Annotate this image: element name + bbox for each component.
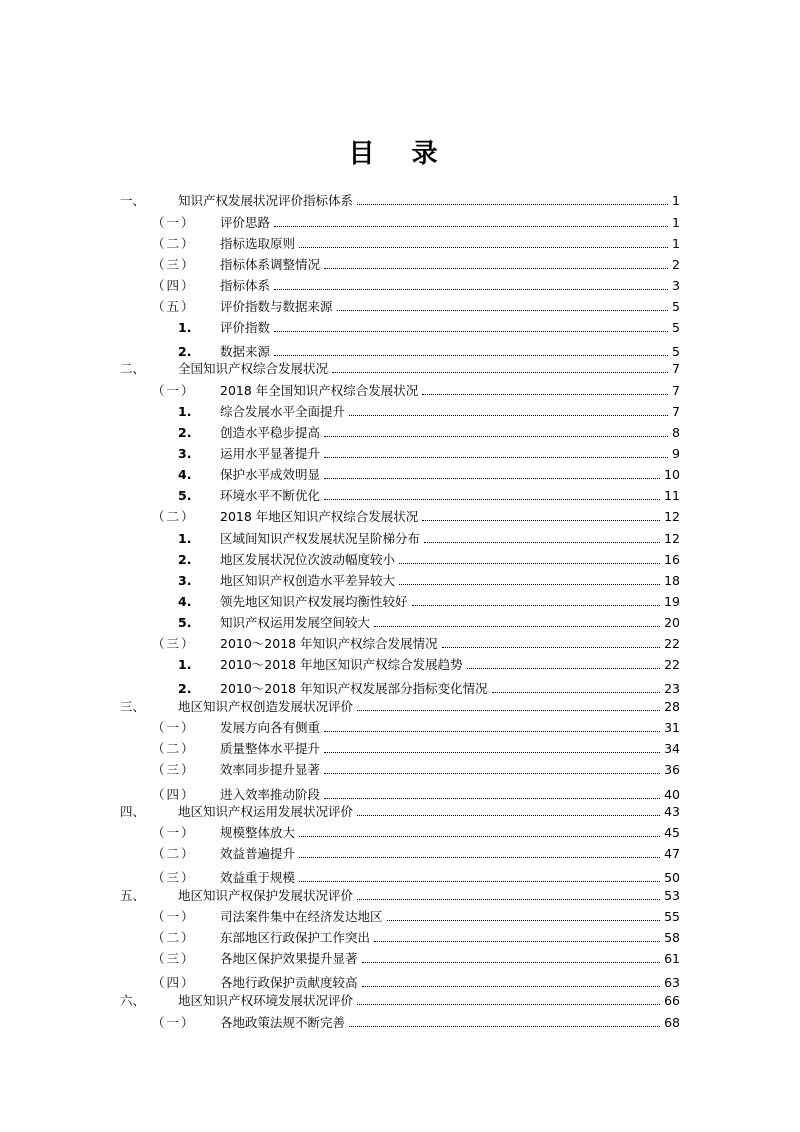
toc-entry-page: 20 [664, 615, 680, 630]
toc-entry-title: 2018 年地区知识产权综合发展状况 [220, 509, 419, 524]
toc-entry-number: （三） [152, 636, 196, 651]
toc-entry[interactable] [0, 213, 800, 233]
toc-entry-number: （四） [152, 787, 196, 802]
toc-entry[interactable] [0, 844, 800, 864]
dot-leader [274, 355, 668, 356]
dot-leader [324, 773, 660, 774]
toc-entry-title: 评价指数与数据来源 [220, 299, 333, 314]
toc-entry[interactable] [0, 802, 800, 822]
toc-entry-page: 1 [672, 193, 680, 208]
toc-entry[interactable] [0, 823, 800, 843]
toc-entry-title: 环境水平不断优化 [220, 488, 321, 503]
toc-entry-number: （一） [152, 909, 196, 924]
toc-entry-page: 47 [664, 846, 680, 861]
toc-entry-page: 45 [664, 825, 680, 840]
toc-entry-page: 12 [664, 531, 680, 546]
toc-entry[interactable] [0, 381, 800, 401]
toc-entry-title: 地区发展状况位次波动幅度较小 [220, 552, 396, 567]
toc-entry-title: 2010～2018 年知识产权发展部分指标变化情况 [220, 681, 488, 696]
toc-entry[interactable] [0, 949, 800, 969]
toc-entry[interactable] [0, 739, 800, 759]
dot-leader [424, 542, 660, 543]
toc-entry-number: 3. [178, 446, 192, 461]
toc-entry-page: 16 [664, 552, 680, 567]
toc-entry-title: 地区知识产权创造水平差异较大 [220, 573, 396, 588]
toc-entry[interactable] [0, 444, 800, 464]
dot-leader [274, 226, 668, 227]
toc-entry-number: 2. [178, 425, 192, 440]
toc-entry-page: 61 [664, 951, 680, 966]
toc-entry[interactable] [0, 973, 800, 993]
toc-entry-title: 创造水平稳步提高 [220, 425, 321, 440]
toc-entry-page: 19 [664, 594, 680, 609]
toc-entry-title: 2010～2018 年地区知识产权综合发展趋势 [220, 657, 463, 672]
toc-entry-number: 五、 [120, 888, 146, 903]
dot-leader [324, 268, 668, 269]
dot-leader [362, 986, 660, 987]
toc-entry-title: 评价指数 [220, 320, 271, 335]
toc-entry-number: 1. [178, 531, 192, 546]
toc-entry-title: 地区知识产权保护发展状况评价 [178, 888, 354, 903]
toc-entry-number: 1. [178, 404, 192, 419]
toc-entry[interactable] [0, 634, 800, 654]
toc-entry-title: 规模整体放大 [220, 825, 296, 840]
toc-entry-page: 40 [664, 787, 680, 802]
toc-entry-title: 评价思路 [220, 215, 271, 230]
dot-leader [299, 857, 660, 858]
toc-entry-page: 2 [672, 257, 680, 272]
toc-entry[interactable] [0, 697, 800, 717]
toc-entry-number: 三、 [120, 699, 146, 714]
toc-entry-page: 5 [672, 320, 680, 335]
toc-entry-number: 4. [178, 467, 192, 482]
dot-leader [422, 394, 668, 395]
toc-entry[interactable] [0, 868, 800, 888]
toc-entry[interactable] [0, 402, 800, 422]
dot-leader [349, 1026, 660, 1027]
toc-entry-number: 四、 [120, 804, 146, 819]
toc-entry[interactable] [0, 191, 800, 211]
toc-entry-page: 5 [672, 344, 680, 359]
toc-entry-page: 1 [672, 215, 680, 230]
dot-leader [274, 289, 668, 290]
toc-entry-number: （四） [152, 975, 196, 990]
toc-entry-title: 指标体系 [220, 278, 271, 293]
toc-entry[interactable] [0, 550, 800, 570]
toc-entry[interactable] [0, 571, 800, 591]
toc-entry-page: 9 [672, 446, 680, 461]
dot-leader [299, 881, 660, 882]
dot-leader [399, 584, 660, 585]
dot-leader [324, 457, 668, 458]
toc-entry-title: 效益重于规模 [220, 870, 296, 885]
dot-leader [324, 478, 660, 479]
toc-entry-page: 3 [672, 278, 680, 293]
dot-leader [324, 731, 660, 732]
toc-entry[interactable] [0, 886, 800, 906]
toc-entry-number: （二） [152, 930, 196, 945]
toc-entry-title: 各地行政保护贡献度较高 [220, 975, 358, 990]
dot-leader [357, 204, 668, 205]
toc-entry-title: 指标体系调整情况 [220, 257, 321, 272]
toc-entry-number: 一、 [120, 193, 146, 208]
dot-leader [357, 710, 660, 711]
toc-entry-page: 63 [664, 975, 680, 990]
toc-entry-title: 全国知识产权综合发展状况 [178, 361, 329, 376]
toc-entry-title: 2018 年全国知识产权综合发展状况 [220, 383, 419, 398]
dot-leader [357, 1004, 660, 1005]
toc-entry-number: （一） [152, 215, 196, 230]
toc-entry-title: 综合发展水平全面提升 [220, 404, 346, 419]
toc-entry-title: 司法案件集中在经济发达地区 [220, 909, 383, 924]
toc-entry-title: 知识产权运用发展空间较大 [220, 615, 371, 630]
toc-entry-title: 知识产权发展状况评价指标体系 [178, 193, 354, 208]
dot-leader [422, 520, 660, 521]
toc-entry-page: 7 [672, 383, 680, 398]
toc-entry-title: 各地政策法规不断完善 [220, 1015, 346, 1030]
toc-entry-page: 7 [672, 361, 680, 376]
toc-entry-number: （一） [152, 383, 196, 398]
toc-entry-page: 22 [664, 657, 680, 672]
toc-entry-page: 36 [664, 762, 680, 777]
toc-entry[interactable] [0, 529, 800, 549]
toc-entry-page: 8 [672, 425, 680, 440]
toc-entry[interactable] [0, 1013, 800, 1033]
toc-entry[interactable] [0, 613, 800, 633]
toc-entry-page: 12 [664, 509, 680, 524]
toc-entry[interactable] [0, 234, 800, 254]
toc-entry-page: 34 [664, 741, 680, 756]
toc-entry[interactable] [0, 907, 800, 927]
toc-entry-title: 保护水平成效明显 [220, 467, 321, 482]
toc-entry-number: （二） [152, 509, 196, 524]
toc-entry-number: （二） [152, 741, 196, 756]
dot-leader [324, 499, 660, 500]
toc-entry[interactable] [0, 318, 800, 338]
toc-entry-number: 二、 [120, 361, 146, 376]
toc-entry-page: 50 [664, 870, 680, 885]
toc-entry-number: （三） [152, 257, 196, 272]
toc-entry-title: 2010～2018 年知识产权综合发展情况 [220, 636, 438, 651]
dot-leader [274, 331, 668, 332]
dot-leader [332, 372, 668, 373]
toc-entry-page: 55 [664, 909, 680, 924]
toc-entry[interactable] [0, 679, 800, 699]
toc-entry-number: 1. [178, 320, 192, 335]
dot-leader [337, 310, 668, 311]
toc-entry-page: 31 [664, 720, 680, 735]
toc-entry-title: 区域间知识产权发展状况呈阶梯分布 [220, 531, 421, 546]
toc-entry-title: 地区知识产权环境发展状况评价 [178, 993, 354, 1008]
toc-entry-number: 3. [178, 573, 192, 588]
toc-entry[interactable] [0, 991, 800, 1011]
dot-leader [399, 563, 660, 564]
toc-entry-page: 43 [664, 804, 680, 819]
toc-entry[interactable] [0, 655, 800, 675]
toc-entry-title: 地区知识产权运用发展状况评价 [178, 804, 354, 819]
toc-entry[interactable] [0, 760, 800, 780]
toc-entry-page: 1 [672, 236, 680, 251]
toc-entry-number: （三） [152, 762, 196, 777]
dot-leader [374, 941, 660, 942]
dot-leader [357, 899, 660, 900]
page-title: 目 录 [348, 139, 452, 169]
toc-entry[interactable] [0, 486, 800, 506]
toc-entry-page: 22 [664, 636, 680, 651]
toc-entry-title: 地区知识产权创造发展状况评价 [178, 699, 354, 714]
toc-entry-number: （三） [152, 870, 196, 885]
toc-entry-number: 5. [178, 615, 192, 630]
toc-entry[interactable] [0, 423, 800, 443]
dot-leader [299, 836, 660, 837]
toc-entry-number: （一） [152, 720, 196, 735]
dot-leader [349, 415, 668, 416]
toc-entry-number: 5. [178, 488, 192, 503]
toc-entry-page: 11 [664, 488, 680, 503]
toc-entry-page: 68 [664, 1015, 680, 1030]
dot-leader [357, 815, 660, 816]
toc-entry-number: （四） [152, 278, 196, 293]
toc-entry-number: （二） [152, 236, 196, 251]
toc-entry-number: （一） [152, 825, 196, 840]
toc-entry-page: 66 [664, 993, 680, 1008]
toc-entry-title: 各地区保护效果提升显著 [220, 951, 358, 966]
toc-entry-number: （二） [152, 846, 196, 861]
dot-leader [324, 752, 660, 753]
toc-entry[interactable] [0, 297, 800, 317]
toc-entry-title: 数据来源 [220, 344, 271, 359]
toc-entry-page: 23 [664, 681, 680, 696]
toc-entry-number: 1. [178, 657, 192, 672]
toc-entry-number: 2. [178, 344, 192, 359]
toc-entry-title: 质量整体水平提升 [220, 741, 321, 756]
toc-entry[interactable] [0, 465, 800, 485]
toc-entry-title: 领先地区知识产权发展均衡性较好 [220, 594, 408, 609]
dot-leader [492, 692, 660, 693]
toc-entry-page: 7 [672, 404, 680, 419]
dot-leader [374, 626, 660, 627]
dot-leader [467, 668, 660, 669]
toc-entry[interactable] [0, 718, 800, 738]
toc-entry-number: （五） [152, 299, 196, 314]
toc-entry-page: 28 [664, 699, 680, 714]
toc-entry-page: 5 [672, 299, 680, 314]
toc-entry[interactable] [0, 359, 800, 379]
toc-entry-title: 效率同步提升显著 [220, 762, 321, 777]
toc-entry-title: 东部地区行政保护工作突出 [220, 930, 371, 945]
dot-leader [412, 605, 660, 606]
dot-leader [387, 920, 660, 921]
toc-entry-page: 18 [664, 573, 680, 588]
toc-entry[interactable] [0, 276, 800, 296]
dot-leader [299, 247, 668, 248]
toc-entry-page: 53 [664, 888, 680, 903]
toc-entry[interactable] [0, 592, 800, 612]
dot-leader [442, 647, 660, 648]
toc-entry-number: 六、 [120, 993, 146, 1008]
dot-leader [324, 798, 660, 799]
toc-entry-number: （一） [152, 1015, 196, 1030]
toc-entry-title: 进入效率推动阶段 [220, 787, 321, 802]
toc-entry[interactable] [0, 507, 800, 527]
dot-leader [362, 962, 660, 963]
toc-entry-number: （三） [152, 951, 196, 966]
toc-entry-title: 运用水平显著提升 [220, 446, 321, 461]
toc-entry-title: 效益普遍提升 [220, 846, 296, 861]
toc-entry[interactable] [0, 255, 800, 275]
toc-entry-page: 58 [664, 930, 680, 945]
toc-entry-number: 2. [178, 681, 192, 696]
toc-entry-number: 2. [178, 552, 192, 567]
toc-entry-title: 指标选取原则 [220, 236, 296, 251]
toc-entry-page: 10 [664, 467, 680, 482]
toc-entry[interactable] [0, 928, 800, 948]
toc-entry-title: 发展方向各有侧重 [220, 720, 321, 735]
dot-leader [324, 436, 668, 437]
toc-entry-number: 4. [178, 594, 192, 609]
